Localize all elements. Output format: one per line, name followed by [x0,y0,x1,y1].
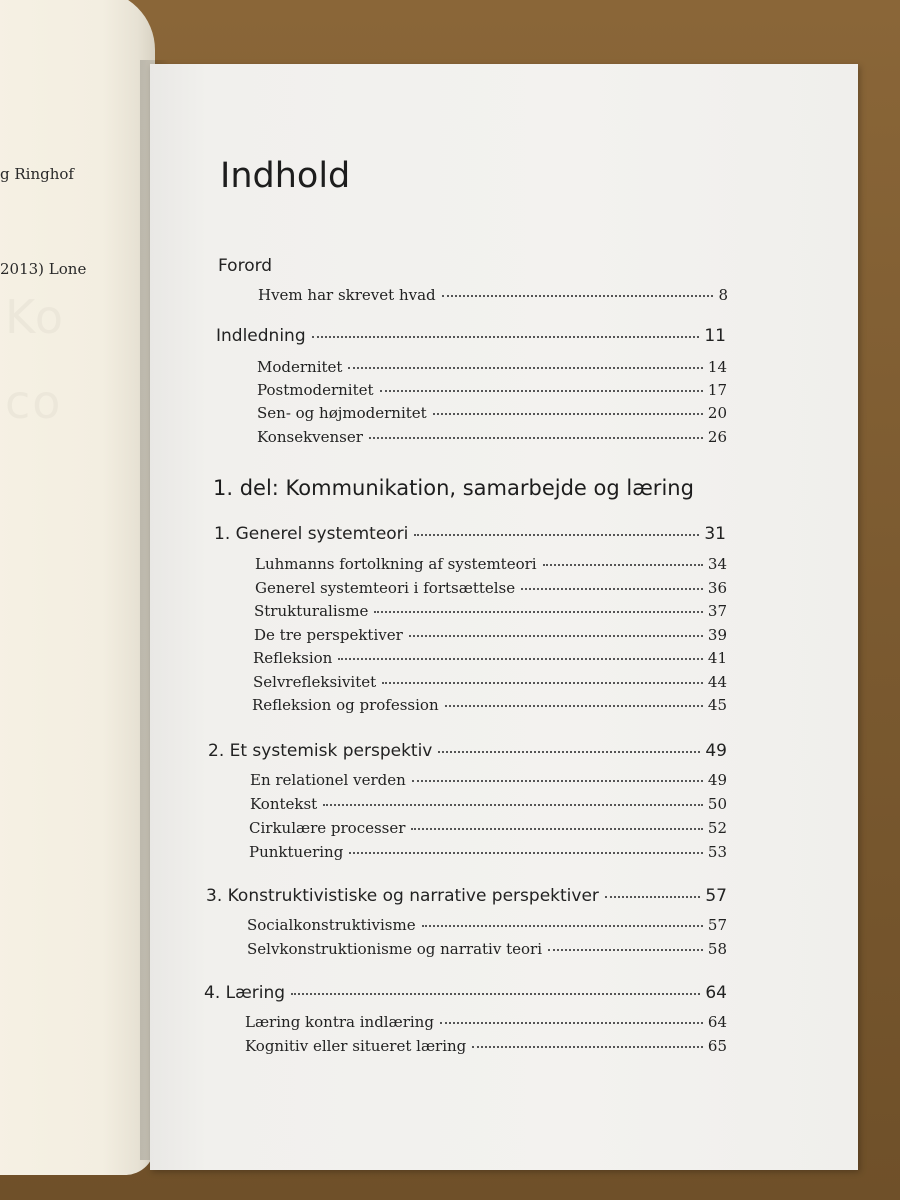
toc-heading-forord [218,256,272,276]
left-page-fragment: 2013) Lone [0,260,87,278]
dot-leader [412,780,703,782]
toc-entry-label: Selvrefleksivitet [253,673,377,691]
toc-page-number: 11 [704,326,726,346]
dot-leader [369,437,703,439]
dot-leader [445,705,703,707]
dot-leader [433,413,703,415]
toc-entry [247,940,727,958]
dot-leader [409,635,703,637]
dot-leader [349,852,703,854]
toc-entry [257,404,727,422]
toc-page-number: 41 [707,649,727,667]
toc-entry-label: Cirkulære processer [249,819,406,837]
toc-chapter [208,741,727,761]
dot-leader [380,390,703,392]
toc-entry-label: Refleksion [253,649,333,667]
toc-entry-label: Kognitiv eller situeret læring [245,1037,467,1055]
toc-page-number: 57 [705,886,727,906]
left-page [0,0,155,1175]
dot-leader [323,804,703,806]
left-page-fragment: g Ringhof [0,165,74,183]
toc-page-number: 14 [707,358,727,376]
toc-entry-label: Socialkonstruktivisme [247,916,416,934]
toc-entry [258,286,728,304]
dot-leader [411,828,702,830]
toc-entry-label: Luhmanns fortolkning af systemteori [255,555,537,573]
toc-entry-label: Indledning [216,326,306,346]
toc-page-number: 36 [707,579,727,597]
toc-entry [257,381,727,399]
toc-page-number: 58 [707,940,727,958]
dot-leader [382,682,703,684]
toc-page-number: 17 [707,381,727,399]
toc-entry-label: Strukturalisme [254,602,369,620]
toc-entry [254,626,727,644]
toc-entry [249,819,727,837]
faint-show-through-text: co [5,375,63,429]
toc-entry-label: En relationel verden [250,771,406,789]
toc-entry [253,673,727,691]
dot-leader [548,949,703,951]
toc-entry-label: Forord [218,256,273,276]
toc-entry-label: 3. Konstruktivistiske og narrative perspektiver [206,886,599,906]
toc-entry-label: Punktuering [249,843,344,861]
toc-entry [255,579,727,597]
toc-entry-label: Hvem har skrevet hvad [258,286,436,304]
dot-leader [442,295,714,297]
dot-leader [374,611,702,613]
toc-entry [249,843,727,861]
toc-entry-label: Postmodernitet [257,381,374,399]
toc-page-number: 26 [707,428,727,446]
toc-page-number: 64 [705,983,727,1003]
toc-entry-label: Selvkonstruktionisme og narrativ teori [247,940,542,958]
toc-page-number: 45 [707,696,727,714]
toc-page-number: 44 [707,673,727,691]
toc-entry [253,649,727,667]
dot-leader [605,896,700,898]
toc-chapter [216,326,726,346]
toc-entry [245,1013,727,1031]
toc-entry [245,1037,727,1055]
toc-page-number: 57 [707,916,727,934]
toc-page-number: 50 [707,795,727,813]
toc-page-number: 8 [718,286,728,304]
toc-page-number: 53 [707,843,727,861]
toc-entry-label: Generel systemteori i fortsættelse [255,579,516,597]
toc-entry-label: Sen- og højmodernitet [257,404,427,422]
toc-page-number: 49 [707,771,727,789]
dot-leader [422,925,703,927]
dot-leader [472,1046,703,1048]
part-heading: 1. del: Kommunikation, samarbejde og læring [213,476,694,500]
toc-page-number: 52 [707,819,727,837]
dot-leader [312,336,700,338]
dot-leader [338,658,703,660]
toc-entry-label: 2. Et systemisk perspektiv [208,741,433,761]
dot-leader [348,367,702,369]
toc-page-number: 34 [707,555,727,573]
toc-entry-label: Konsekvenser [257,428,363,446]
toc-entry [250,771,727,789]
dot-leader [440,1022,703,1024]
dot-leader [521,588,703,590]
toc-entry-label: Refleksion og profession [252,696,439,714]
toc-entry [247,916,727,934]
toc-entry-label: 1. Generel systemteori [214,524,409,544]
toc-page-number: 49 [705,741,727,761]
toc-entry [252,696,727,714]
dot-leader [291,993,700,995]
toc-entry [257,358,727,376]
toc-page [150,64,858,1170]
toc-chapter [206,886,727,906]
dot-leader [414,534,699,536]
toc-page-number: 31 [704,524,726,544]
toc-entry-label: Kontekst [250,795,318,813]
toc-page-number: 20 [707,404,727,422]
toc-chapter [204,983,727,1003]
page-title: Indhold [220,156,351,196]
dot-leader [543,564,703,566]
toc-entry [254,602,727,620]
toc-page-number: 39 [707,626,727,644]
dot-leader [438,751,700,753]
toc-entry [255,555,727,573]
toc-entry-label: 4. Læring [204,983,286,1003]
toc-chapter [214,524,726,544]
toc-page-number: 37 [707,602,727,620]
toc-entry-label: Modernitet [257,358,343,376]
toc-entry [257,428,727,446]
faint-show-through-text: Ko [5,290,66,344]
toc-page-number: 65 [707,1037,727,1055]
toc-entry [250,795,727,813]
toc-entry-label: Læring kontra indlæring [245,1013,434,1031]
toc-page-number: 64 [707,1013,727,1031]
toc-entry-label: De tre perspektiver [254,626,403,644]
